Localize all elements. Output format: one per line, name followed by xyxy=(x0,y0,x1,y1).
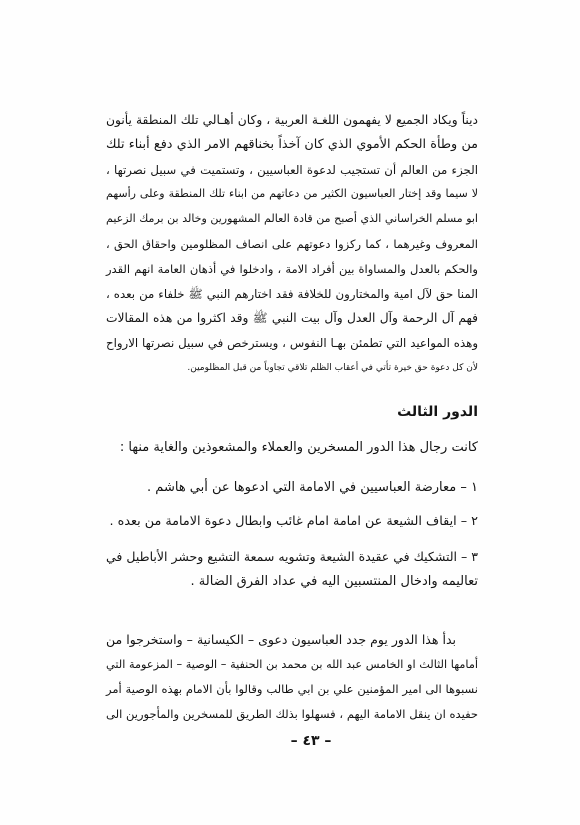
paragraph-line: حفيده ان ينقل الامامة اليهم ، فسهلوا بذلك الطريق للمسخرين والمأجورين الى xyxy=(106,707,478,721)
paragraph-2 xyxy=(106,627,478,727)
section-heading-block xyxy=(106,400,478,425)
page-number: – ٤٣ – xyxy=(290,733,332,749)
list-item-text: ٢ – ايقاف الشيعة عن امامة امام غائب وابطال دعوة الامامة من بعده . xyxy=(109,514,478,529)
paragraph-line: الجزء من العالم أن تستجيب لدعوة العباسيين ، وتستميت في سبيل نصرتها ، xyxy=(106,162,478,177)
list-intro-block xyxy=(106,436,510,461)
paragraph-line: أمامها الثالث او الخامس عبد الله بن محمد بن الحنفية – الوصية – المزعومة التي xyxy=(106,658,478,671)
list-intro: كانت رجال هذا الدور المسخرين والعملاء والمشعوذين والغاية منها : xyxy=(119,440,478,455)
paragraph-line: وهذه المواعيد التي تطمئن بهـا النفوس ، ويسترخص في سبيل نصرتها الارواح xyxy=(106,336,478,351)
paragraph-line: ابو مسلم الخراساني الذي أصبح من قادة العالم المشهورين وخالد بن برمك الزعيم xyxy=(106,212,478,226)
list-item-3-continuation xyxy=(106,570,478,595)
paragraph-line: ديناً ويكاد الجميع لا يفهمون اللغـة العربية ، وكان أهـالي تلك المنطقة يأنون xyxy=(106,113,478,127)
paragraph-line: من وطأة الحكم الأموي الذي كان آخذاً بخناقهم الامر الذي دفع أبناء تلك xyxy=(106,136,478,152)
paragraph-line: والحكم بالعدل والمساواة بين أفراد الامة ، وادخلوا في أذهان العامة انهم القدر xyxy=(106,261,478,276)
list-item-3 xyxy=(106,545,508,570)
list-item-text: تعاليمه وادخال المنتسبين اليه في عداد الفرق الضالة . xyxy=(190,574,478,589)
section-heading: الدور الثالث xyxy=(397,404,478,420)
list-item-text: ٣ – التشكيك في عقيدة الشيعة وتشويه سمعة التشيع وحشر الأباطيل في xyxy=(106,549,478,564)
paragraph-line: لا سيما وقد إختار العباسيون الكثير من دعاتهم من ابناء تلك المنطقة وعلى رأسهم xyxy=(106,187,478,201)
list-item-2 xyxy=(106,510,508,535)
paragraph-1 xyxy=(106,108,478,381)
paragraph-line: فهم آل الرحمة وآل العدل وآل بيت النبي ﷺ وقد اكثروا من هذه المقالات xyxy=(106,311,478,326)
paragraph-line: نسبوها الى امير المؤمنين علي بن ابي طالب وقالوا بأن الامام بهذه الوصية أمر xyxy=(106,682,478,696)
paragraph-line: لأن كل دعوة حق خيرة تأتي في أعقاب الظلم تلاقي تجاوباً من قبل المظلومين. xyxy=(187,362,478,373)
list-item-1 xyxy=(106,476,508,501)
list-item-text: ١ – معارضة العباسيين في الامامة التي ادعوها عن أبي هاشم . xyxy=(147,480,478,495)
paragraph-line: المنا حق لآل امية والمختارون للخلافة فقد اختارهم النبي ﷺ خلفاء من بعده ، xyxy=(106,286,478,301)
paragraph-line: المعروف وغيرهما ، كما ركزوا دعوتهم على انصاف المظلومين واحقاق الحق ، xyxy=(106,236,478,251)
paragraph-line: بدأ هذا الدور يوم جدد العباسيون دعوى – الكيسانية – واستخرجوا من xyxy=(106,632,456,647)
